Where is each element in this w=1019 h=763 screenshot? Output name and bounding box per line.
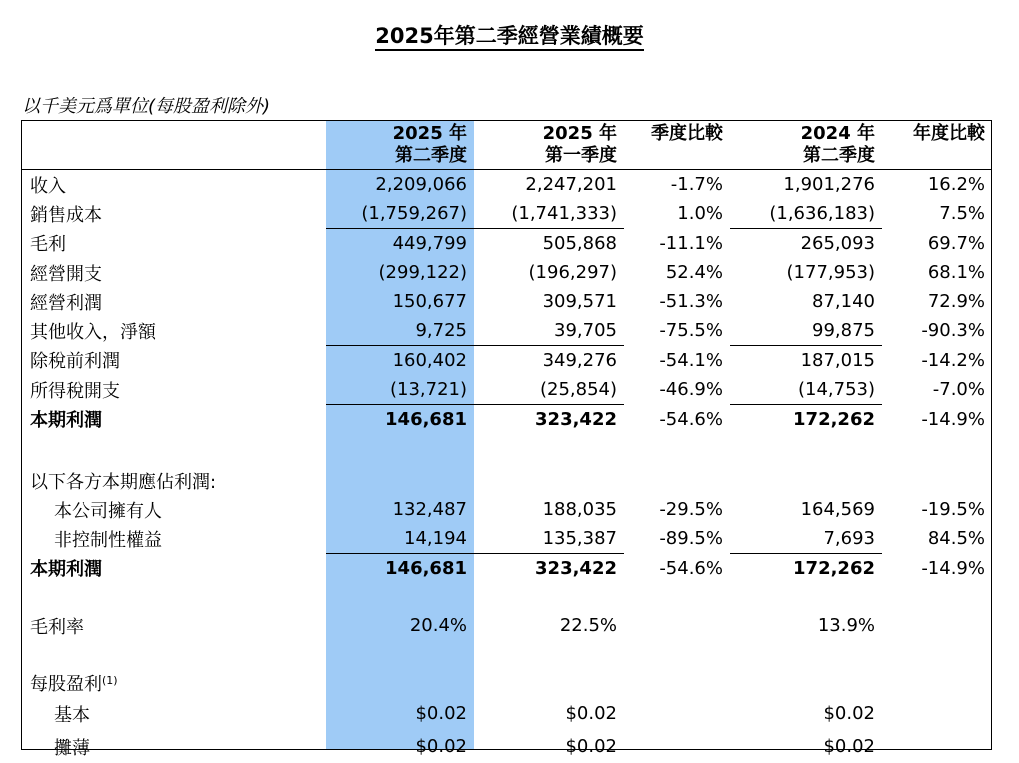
row-label: 所得稅開支 (30, 380, 120, 402)
cell-value: $0.02 (415, 736, 467, 757)
spacer-row (22, 434, 992, 466)
eps-basic-row (22, 697, 992, 730)
unit-note: 以千美元爲單位(每股盈利除外) (22, 96, 271, 117)
cell-value: -19.5% (921, 499, 985, 520)
cell-value: 72.9% (927, 291, 985, 312)
cell-value: 69.7% (927, 232, 985, 254)
table-row (22, 316, 992, 346)
eps-footnote: (1) (102, 673, 118, 687)
cell-value: 150,677 (392, 291, 467, 312)
cell-value: 265,093 (800, 233, 875, 254)
cell-value: 188,035 (542, 499, 617, 520)
table-row (22, 170, 992, 200)
cell-value: 164,569 (800, 499, 875, 520)
cell-value: 13.9% (817, 615, 875, 636)
cell-value: 39,705 (474, 316, 624, 346)
cell-value: 84.5% (927, 528, 985, 550)
cell-value: -29.5% (659, 499, 723, 520)
cell-value: -14.9% (921, 408, 985, 430)
table-row (22, 287, 992, 316)
header-blank (22, 121, 326, 170)
header-2025-q2: 2025 年 第二季度 (392, 123, 467, 166)
table-row-total (22, 405, 992, 435)
cell-value: -51.3% (659, 291, 723, 312)
cell-value: (177,953) (786, 262, 875, 283)
spacer-row (22, 640, 992, 668)
row-label: 毛利 (30, 234, 66, 256)
row-label: 毛利率 (30, 616, 84, 638)
cell-value: 146,681 (385, 558, 467, 579)
cell-value: 132,487 (392, 499, 467, 520)
cell-value: 52.4% (665, 262, 723, 283)
cell-value: 135,387 (474, 524, 624, 554)
cell-value: (13,721) (326, 375, 474, 405)
cell-value: -54.6% (659, 408, 723, 430)
cell-value: 309,571 (542, 291, 617, 312)
table-header-row (22, 121, 992, 170)
cell-value: $0.02 (823, 703, 875, 724)
row-label: 攤薄 (54, 737, 90, 759)
cell-value: 20.4% (409, 615, 467, 636)
header-2024-q2: 2024 年 第二季度 (800, 123, 875, 166)
cell-value: $0.02 (565, 703, 617, 724)
row-label: 非控制性權益 (54, 529, 162, 551)
cell-value: 187,015 (800, 350, 875, 371)
table-row (22, 346, 992, 376)
header-yoy: 年度比較 (913, 123, 985, 144)
cell-value: -11.1% (659, 232, 723, 254)
cell-value: (25,854) (474, 375, 624, 405)
cell-value: 2,247,201 (525, 174, 617, 195)
cell-value: 323,422 (535, 558, 617, 579)
cell-value: (1,759,267) (326, 199, 474, 229)
cell-value: 449,799 (392, 233, 467, 254)
table-row (22, 375, 992, 405)
row-label: 經營利潤 (30, 292, 102, 314)
cell-value: 349,276 (542, 350, 617, 371)
row-label: 本期利潤 (30, 559, 102, 581)
spacer-row (22, 583, 992, 611)
cell-value: (299,122) (378, 262, 467, 283)
cell-value: 99,875 (730, 316, 882, 346)
cell-value: 172,262 (793, 409, 875, 430)
table-row (22, 229, 992, 259)
cell-value: 7.5% (939, 203, 985, 225)
cell-value: 2,209,066 (375, 174, 467, 195)
cell-value: -14.2% (921, 349, 985, 371)
report-title-text: 2025年第二季經營業績概要 (375, 24, 643, 51)
table-row (22, 495, 992, 524)
cell-value: 68.1% (927, 262, 985, 283)
cell-value: 160,402 (392, 350, 467, 371)
cell-value: 7,693 (730, 524, 882, 554)
cell-value: 14,194 (326, 524, 474, 554)
cell-value: -14.9% (921, 557, 985, 579)
cell-value: $0.02 (415, 703, 467, 724)
cell-value: -1.7% (670, 174, 723, 195)
attribution-header-row (22, 466, 992, 495)
row-label: 本公司擁有人 (54, 500, 162, 522)
cell-value: (1,741,333) (474, 199, 624, 229)
header-2025-q1: 2025 年 第一季度 (542, 123, 617, 166)
cell-value: -75.5% (659, 320, 723, 342)
results-table (22, 121, 992, 763)
cell-value: $0.02 (823, 736, 875, 757)
report-title (0, 20, 1019, 50)
eps-header-row (22, 668, 992, 697)
gross-margin-row (22, 611, 992, 640)
cell-value: 22.5% (559, 615, 617, 636)
cell-value: -46.9% (659, 379, 723, 401)
eps-label: 每股盈利$^{(1)}$ (30, 673, 118, 695)
cell-value: 323,422 (535, 409, 617, 430)
row-label: 銷售成本 (30, 204, 102, 226)
table-row (22, 258, 992, 287)
row-label: 經營開支 (30, 263, 102, 285)
cell-value: (1,636,183) (730, 199, 882, 229)
table-row (22, 199, 992, 229)
cell-value: -7.0% (932, 379, 985, 401)
table-row (22, 524, 992, 554)
cell-value: 172,262 (793, 558, 875, 579)
attribution-header: 以下各方本期應佔利潤: (30, 471, 217, 493)
cell-value: 1.0% (677, 203, 723, 225)
cell-value: 9,725 (326, 316, 474, 346)
cell-value: (14,753) (730, 375, 882, 405)
row-label: 除稅前利潤 (30, 351, 120, 373)
table-row-total (22, 554, 992, 584)
row-label: 其他收入，淨額 (30, 321, 156, 343)
row-label: 收入 (30, 175, 66, 197)
cell-value: 87,140 (812, 291, 875, 312)
eps-diluted-row (22, 730, 992, 763)
header-qoq: 季度比較 (651, 123, 723, 144)
cell-value: 1,901,276 (783, 174, 875, 195)
row-label: 本期利潤 (30, 410, 102, 432)
cell-value: 16.2% (927, 174, 985, 195)
cell-value: $0.02 (565, 736, 617, 757)
cell-value: -54.6% (659, 557, 723, 579)
cell-value: -54.1% (659, 349, 723, 371)
cell-value: -89.5% (659, 528, 723, 550)
cell-value: (196,297) (528, 262, 617, 283)
cell-value: 505,868 (542, 233, 617, 254)
cell-value: -90.3% (921, 320, 985, 342)
cell-value: 146,681 (385, 409, 467, 430)
row-label: 基本 (54, 704, 90, 726)
